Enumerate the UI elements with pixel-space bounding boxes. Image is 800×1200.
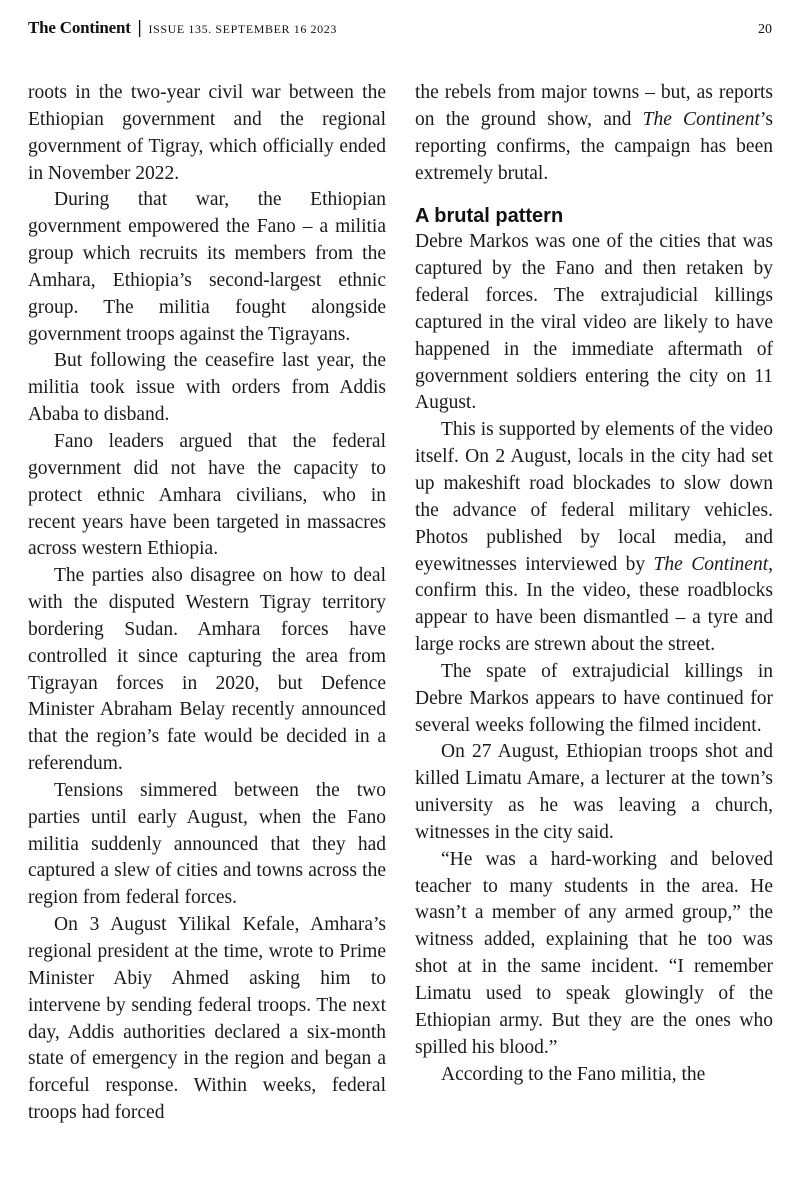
page-number: 20 xyxy=(758,22,772,37)
text-run: , confirm this. In the video, these roadblocks appear to have been dismantled – a tyre and large rocks are strewn about the street. xyxy=(415,553,773,656)
paragraph: The spate of extrajudicial killings in Debre Markos appears to have continued for several weeks following the filmed incident. xyxy=(415,660,773,736)
paragraph xyxy=(415,417,773,659)
paragraph xyxy=(415,80,773,187)
issue-info: ISSUE 135. SEPTEMBER 16 2023 xyxy=(148,22,337,36)
section-subheading: A brutal pattern xyxy=(415,205,564,228)
paragraph: On 3 August Yilikal Kefale, Amhara’s regional president at the time, wrote to Prime Minister Abiy Ahmed asking him to intervene by sending federal troops. The next day, Addis authorities declared a six-month state of emergency in the region and began a forceful response. Within weeks, federal troops had forced xyxy=(28,914,386,1124)
paragraph: But following the ceasefire last year, the militia took issue with orders from Addis Ababa to disband. xyxy=(28,350,386,426)
paragraph: Debre Markos was one of the cities that was captured by the Fano and then retaken by federal forces. The extrajudicial killings captured in the viral video are likely to have happened in the immediate aftermath of government soldiers entering the city on 11 August. xyxy=(415,231,773,414)
article-column-right xyxy=(415,80,773,1088)
publication-name: The Continent xyxy=(28,18,131,37)
paragraph: During that war, the Ethiopian government empowered the Fano – a militia group which recruits its members from the Amhara, Ethiopia’s second-largest ethnic group. The militia fought alongside government troops against the Tigrayans. xyxy=(28,189,386,345)
publication-reference: The Continent xyxy=(642,108,760,130)
paragraph: On 27 August, Ethiopian troops shot and killed Limatu Amare, a lecturer at the town’s university as he was leaving a church, witnesses in the city said. xyxy=(415,741,773,843)
paragraph: Fano leaders argued that the federal government did not have the capacity to protect ethnic Amhara civilians, who in recent years have been targeted in massacres across western Ethiopia. xyxy=(28,430,386,560)
text-run: This is supported by elements of the video itself. On 2 August, locals in the city had set up makeshift road blockades to slow down the advance of federal military vehicles. Photos published by local media, and eyewitnesses interviewed by xyxy=(415,419,773,575)
paragraph: roots in the two-year civil war between the Ethiopian government and the regional government of Tigray, which officially ended in November 2022. xyxy=(28,82,386,184)
page-header xyxy=(28,18,772,46)
paragraph: The parties also disagree on how to deal with the disputed Western Tigray territory bordering Sudan. Amhara forces have controlled it since capturing the area from Tigrayan forces in 2020, but Defence Minister Abraham Belay recently announced that the region’s fate would be decided in a referendum. xyxy=(28,565,386,775)
paragraph: Tensions simmered between the two parties until early August, when the Fano militia suddenly announced that they had captured a slew of cities and towns across the region from federal forces. xyxy=(28,779,386,909)
article-column-left xyxy=(28,80,386,1127)
paragraph: According to the Fano militia, the xyxy=(441,1063,706,1085)
text-run: the rebels from major towns – but, as reports on the ground show, and xyxy=(415,82,773,130)
publication-reference: The Continent xyxy=(653,553,769,575)
text-run: ’s reporting confirms, the campaign has been extremely brutal. xyxy=(415,108,773,184)
paragraph: “He was a hard-working and beloved teacher to many students in the area. He wasn’t a member of any armed group,” the witness added, explaining that he too was shot at in the same incident. “I remember Limatu used to speak glowingly of the Ethiopian army. But they are the ones who spilled his blood.” xyxy=(415,848,773,1058)
header-separator: | xyxy=(136,18,143,38)
